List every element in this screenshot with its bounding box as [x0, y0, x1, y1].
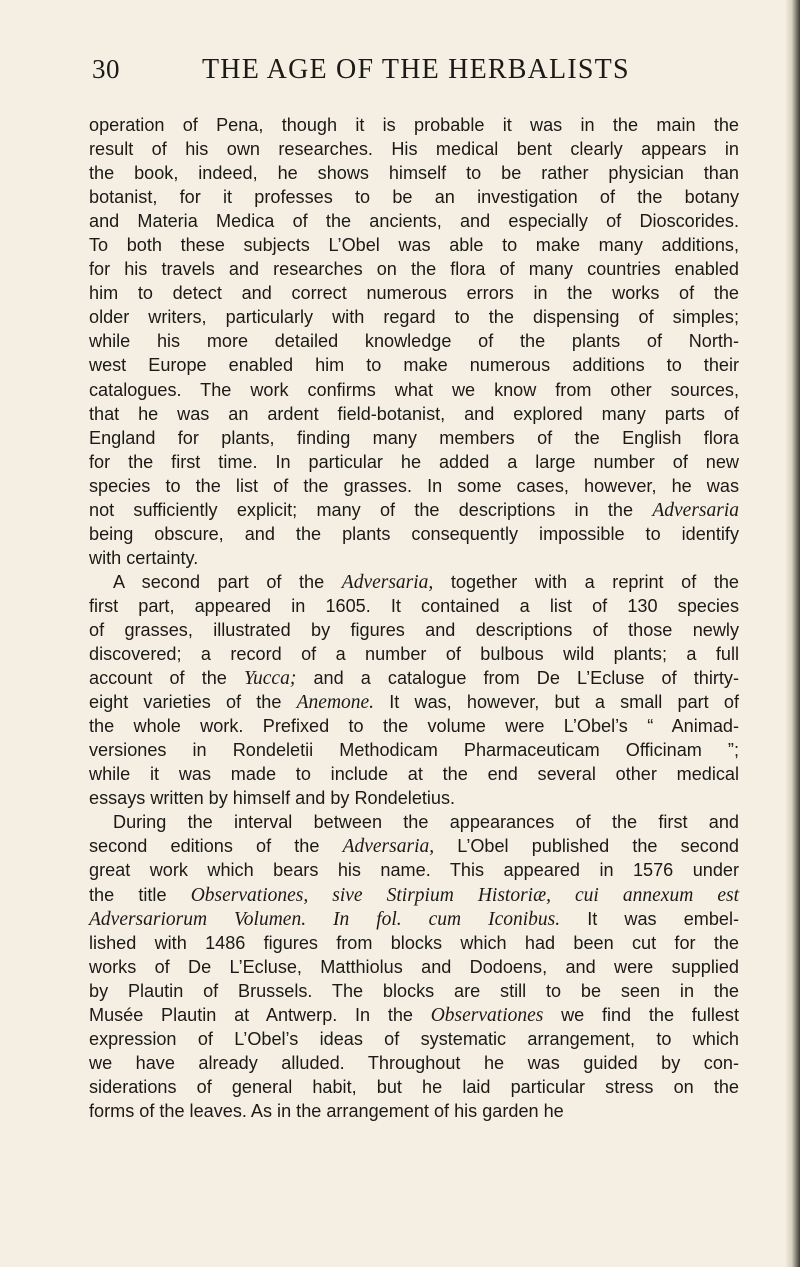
- text-segment: discovered; a record of a number of bulbous wild plants; a full: [89, 644, 739, 665]
- text-line: [89, 762, 739, 786]
- text-line: [89, 426, 739, 450]
- italic-text: Observationes, sive Stirpium Historiæ, cui annexum est: [190, 884, 739, 906]
- italic-text: Adversaria,: [342, 836, 435, 858]
- text-segment: while his more detailed knowledge of the plants of North-: [89, 331, 739, 352]
- text-line: [89, 353, 739, 377]
- text-segment: the book, indeed, he shows himself to be rather physician than: [89, 163, 739, 184]
- text-line: [89, 378, 739, 402]
- running-head: THE AGE OF THE HERBALISTS: [202, 54, 630, 85]
- text-line: [89, 257, 739, 281]
- text-line: [89, 786, 739, 810]
- text-line: [89, 450, 739, 474]
- text-line: [89, 402, 739, 426]
- text-line: [89, 1099, 739, 1123]
- text-line: [89, 1075, 739, 1099]
- text-line: [89, 185, 739, 209]
- text-segment: forms of the leaves. As in the arrangement of his garden he: [89, 1100, 564, 1121]
- text-segment: To both these subjects L’Obel was able to make many additions,: [89, 235, 739, 256]
- text-segment: west Europe enabled him to make numerous additions to their: [89, 355, 739, 376]
- text-line: [89, 1051, 739, 1075]
- text-segment: with certainty.: [89, 547, 199, 568]
- text-line: [89, 522, 739, 546]
- text-segment: being obscure, and the plants consequently impossible to identify: [89, 523, 739, 544]
- text-segment: not sufficiently explicit; many of the descriptions in the: [89, 499, 653, 520]
- text-segment: and a catalogue from De L’Ecluse of thirty-: [296, 668, 739, 689]
- text-segment: of grasses, illustrated by figures and descriptions of those newly: [89, 619, 739, 640]
- text-segment: species to the list of the grasses. In some cases, however, he was: [89, 475, 739, 496]
- text-line: [89, 931, 739, 955]
- text-line: [89, 1003, 739, 1027]
- text-line: [89, 714, 739, 738]
- text-segment: while it was made to include at the end several other medical: [89, 764, 739, 785]
- italic-text: Adversaria,: [341, 571, 434, 593]
- text-line: [89, 1027, 739, 1051]
- text-line: [89, 161, 739, 185]
- italic-text: Yucca;: [243, 668, 297, 690]
- italic-text: Anemone.: [296, 692, 375, 714]
- text-segment: works of De L’Ecluse, Matthiolus and Dodoens, and were supplied: [89, 956, 739, 977]
- text-segment: we have already alluded. Throughout he was guided by con-: [89, 1052, 739, 1073]
- body-text: [89, 113, 739, 1123]
- text-line: [89, 546, 739, 570]
- text-segment: result of his own researches. His medical bent clearly appears in: [89, 139, 739, 160]
- text-line: [89, 209, 739, 233]
- italic-text: Adversariorum Volumen. In fol. cum Iconibus.: [89, 908, 561, 930]
- text-segment: catalogues. The work confirms what we know from other sources,: [89, 379, 739, 400]
- page-number: 30: [92, 54, 120, 84]
- text-segment: the title: [89, 884, 191, 905]
- text-segment: together with a reprint of the: [433, 571, 739, 592]
- text-line: [89, 113, 739, 137]
- text-line: [89, 618, 739, 642]
- text-segment: England for plants, finding many members of the English flora: [89, 427, 739, 448]
- text-line: [89, 594, 739, 618]
- text-line: [89, 979, 739, 1003]
- text-segment: for the first time. In particular he added a large number of new: [89, 451, 739, 472]
- page-header: [92, 54, 730, 94]
- text-segment: A second part of the: [113, 571, 342, 592]
- text-line: [89, 666, 739, 690]
- text-line: [89, 907, 739, 931]
- page-edge-shadow: [786, 0, 800, 1267]
- text-segment: older writers, particularly with regard to the dispensing of simples;: [89, 307, 739, 328]
- italic-text: Observationes: [430, 1004, 544, 1026]
- text-line: [89, 137, 739, 161]
- text-line: [89, 570, 739, 594]
- text-segment: first part, appeared in 1605. It contained a list of 130 species: [89, 595, 739, 616]
- text-segment: for his travels and researches on the flora of many countries enabled: [89, 259, 739, 280]
- text-segment: operation of Pena, though it is probable it was in the main the: [89, 115, 739, 135]
- text-segment: by Plautin of Brussels. The blocks are still to be seen in the: [89, 980, 739, 1001]
- text-segment: It was, however, but a small part of: [374, 692, 739, 713]
- text-segment: second editions of the: [89, 836, 343, 857]
- text-segment: and Materia Medica of the ancients, and especially of Dioscorides.: [89, 211, 739, 232]
- text-segment: eight varieties of the: [89, 692, 297, 713]
- text-line: [89, 834, 739, 858]
- text-line: [89, 498, 739, 522]
- text-segment: During the interval between the appearances of the first and: [113, 812, 739, 833]
- text-line: [89, 858, 739, 882]
- text-segment: great work which bears his name. This appeared in 1576 under: [89, 860, 739, 881]
- text-segment: account of the: [89, 668, 244, 689]
- text-segment: lished with 1486 figures from blocks which had been cut for the: [89, 932, 739, 953]
- text-line: [89, 233, 739, 257]
- text-line: [89, 281, 739, 305]
- text-line: [89, 883, 739, 907]
- text-segment: botanist, for it professes to be an investigation of the botany: [89, 187, 739, 208]
- text-segment: him to detect and correct numerous errors in the works of the: [89, 283, 739, 304]
- text-line: [89, 738, 739, 762]
- italic-text: Adversaria: [652, 499, 739, 521]
- text-segment: versiones in Rondeletii Methodicam Pharmaceuticam Officinam ”;: [89, 740, 739, 761]
- text-segment: siderations of general habit, but he laid particular stress on the: [89, 1076, 739, 1097]
- text-line: [89, 690, 739, 714]
- text-line: [89, 955, 739, 979]
- text-line: [89, 642, 739, 666]
- text-segment: we find the fullest: [543, 1004, 739, 1025]
- text-line: [89, 810, 739, 834]
- text-segment: the whole work. Prefixed to the volume were L’Obel’s “ Animad-: [89, 716, 739, 737]
- text-segment: It was embel-: [560, 908, 739, 929]
- text-segment: Musée Plautin at Antwerp. In the: [89, 1004, 431, 1025]
- text-line: [89, 474, 739, 498]
- text-segment: that he was an ardent field-botanist, and explored many parts of: [89, 403, 739, 424]
- text-segment: essays written by himself and by Rondeletius.: [89, 788, 456, 809]
- text-segment: expression of L’Obel’s ideas of systematic arrangement, to which: [89, 1028, 739, 1049]
- text-line: [89, 329, 739, 353]
- text-line: [89, 305, 739, 329]
- text-segment: L’Obel published the second: [434, 836, 739, 857]
